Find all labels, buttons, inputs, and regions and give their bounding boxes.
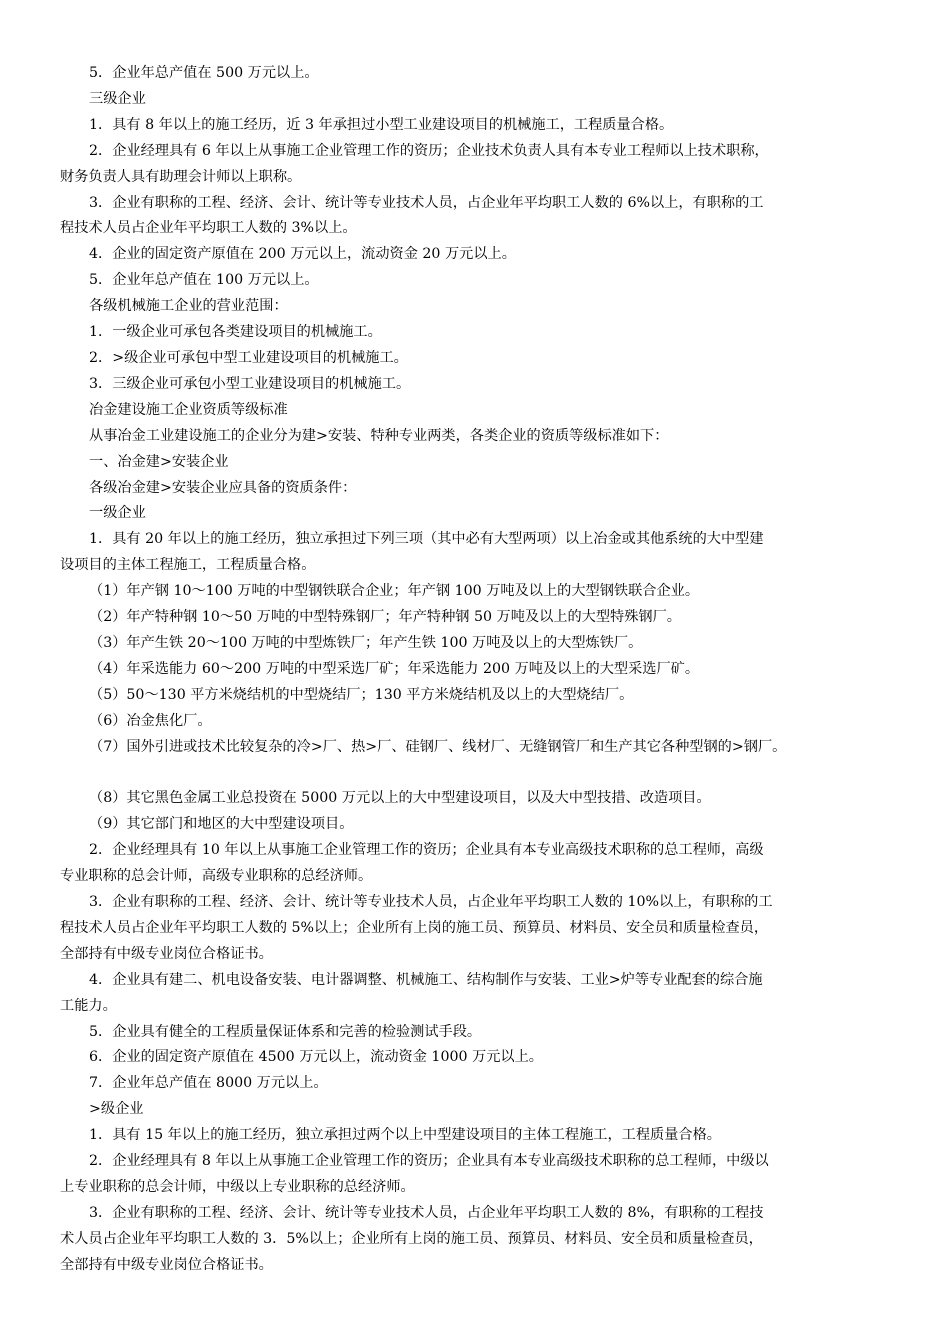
- text-line: 4．企业的固定资产原值在 200 万元以上，流动资金 20 万元以上。: [89, 246, 516, 263]
- text-line: 从事冶金工业建设施工的企业分为建>安装、特种专业两类，各类企业的资质等级标准如下：: [89, 427, 669, 444]
- text-line: 2．企业经理具有 10 年以上从事施工企业管理工作的资历；企业具有本专业高级技术职称的总工程师，高级: [89, 842, 764, 859]
- text-line: 上专业职称的总会计师，中级以上专业职称的总经济师。: [60, 1178, 415, 1195]
- text-line: 设项目的主体工程施工，工程质量合格。: [60, 557, 316, 574]
- text-line: 5．企业具有健全的工程质量保证体系和完善的检验测试手段。: [89, 1023, 482, 1040]
- text-line: 3．三级企业可承包小型工业建设项目的机械施工。: [89, 375, 411, 392]
- text-line: 3．企业有职称的工程、经济、会计、统计等专业技术人员，占企业年平均职工人数的 8%，有职称的工程技: [89, 1204, 764, 1221]
- text-line: 3．企业有职称的工程、经济、会计、统计等专业技术人员，占企业年平均职工人数的 6%以上，有职称的工: [89, 194, 764, 211]
- list-item: （9）其它部门和地区的大中型建设项目。: [89, 816, 354, 833]
- text-line: 全部持有中级专业岗位合格证书。: [60, 945, 273, 962]
- list-item: （7）国外引进或技术比较复杂的冷>厂、热>厂、硅钢厂、线材厂、无缝钢管厂和生产其它各种型钢的>钢厂。: [89, 738, 787, 755]
- list-item: （6）冶金焦化厂。: [89, 712, 212, 729]
- section-heading: 一级企业: [89, 505, 146, 522]
- text-line: 财务负责人具有助理会计师以上职称。: [60, 168, 302, 185]
- text-line: 各级冶金建>安装企业应具备的资质条件：: [89, 479, 357, 496]
- list-item: （4）年采选能力 60～200 万吨的中型采选厂矿；年采选能力 200 万吨及以上的大型采选厂矿。: [89, 660, 700, 677]
- list-item: （5）50～130 平方米烧结机的中型烧结厂；130 平方米烧结机及以上的大型烧结厂。: [89, 686, 634, 703]
- text-line: 1．一级企业可承包各类建设项目的机械施工。: [89, 324, 382, 341]
- text-line: 2．企业经理具有 6 年以上从事施工企业管理工作的资历；企业技术负责人具有本专业工程师以上技术职称，: [89, 142, 769, 159]
- text-line: 三级企业: [89, 90, 146, 107]
- text-line: 程技术人员占企业年平均职工人数的 5%以上；企业所有上岗的施工员、预算员、材料员、安全员和质量检查员，: [60, 919, 769, 936]
- text-line: 4．企业具有建二、机电设备安装、电计器调整、机械施工、结构制作与安装、工业>炉等专业配套的综合施: [89, 971, 763, 988]
- text-line: 7．企业年总产值在 8000 万元以上。: [89, 1075, 328, 1092]
- section-heading: >级企业: [89, 1101, 144, 1118]
- text-line: 程技术人员占企业年平均职工人数的 3%以上。: [60, 220, 357, 237]
- text-line: 2．>级企业可承包中型工业建设项目的机械施工。: [89, 349, 408, 366]
- section-heading: 冶金建设施工企业资质等级标准: [89, 401, 288, 418]
- text-line: 1．具有 8 年以上的施工经历，近 3 年承担过小型工业建设项目的机械施工，工程质量合格。: [89, 116, 674, 133]
- text-line: 各级机械施工企业的营业范围：: [89, 298, 288, 315]
- text-line: 术人员占企业年平均职工人数的 3．5%以上；企业所有上岗的施工员、预算员、材料员、安全员和质量检查员，: [60, 1230, 763, 1247]
- list-item: （1）年产钢 10～100 万吨的中型钢铁联合企业；年产钢 100 万吨及以上的大型钢铁联合企业。: [89, 583, 700, 600]
- list-item: （8）其它黑色金属工业总投资在 5000 万元以上的大中型建设项目，以及大中型技措、改造项目。: [89, 790, 711, 807]
- section-heading: 一、冶金建>安装企业: [89, 453, 229, 470]
- text-line: 5．企业年总产值在 100 万元以上。: [89, 272, 319, 289]
- text-line: 专业职称的总会计师，高级专业职称的总经济师。: [60, 868, 373, 885]
- text-line: 1．具有 20 年以上的施工经历，独立承担过下列三项（其中必有大型两项）以上冶金或其他系统的大中型建: [89, 531, 764, 548]
- text-line: 全部持有中级专业岗位合格证书。: [60, 1256, 273, 1273]
- text-line: 6．企业的固定资产原值在 4500 万元以上，流动资金 1000 万元以上。: [89, 1049, 543, 1066]
- text-line: 1．具有 15 年以上的施工经历，独立承担过两个以上中型建设项目的主体工程施工，工程质量合格。: [89, 1127, 721, 1144]
- list-item: （2）年产特种钢 10～50 万吨的中型特殊钢厂；年产特种钢 50 万吨及以上的大型特殊钢厂。: [89, 609, 681, 626]
- blank-line: [60, 760, 910, 786]
- text-line: 3．企业有职称的工程、经济、会计、统计等专业技术人员，占企业年平均职工人数的 10%以上，有职称的工: [89, 893, 773, 910]
- list-item: （3）年产生铁 20～100 万吨的中型炼铁厂；年产生铁 100 万吨及以上的大型炼铁厂。: [89, 634, 643, 651]
- text-line: 工能力。: [60, 997, 117, 1014]
- text-line: 2．企业经理具有 8 年以上从事施工企业管理工作的资历；企业具有本专业高级技术职称的总工程师，中级以: [89, 1153, 769, 1170]
- text-line: 5．企业年总产值在 500 万元以上。: [89, 65, 319, 81]
